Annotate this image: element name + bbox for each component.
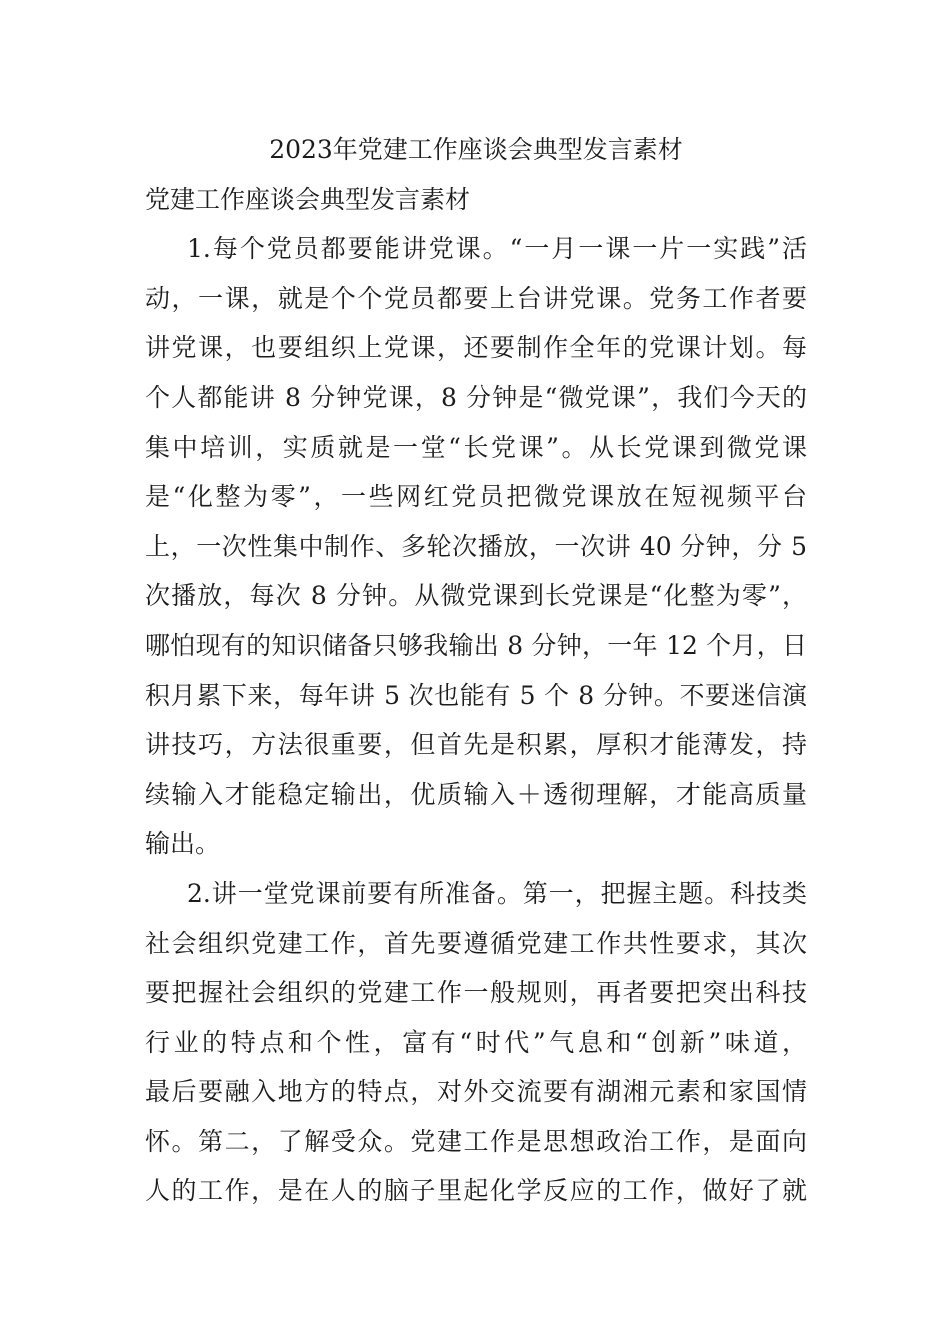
paragraph-line: 哪怕现有的知识储备只够我输出 8 分钟，一年 12 个月，日 bbox=[145, 630, 807, 660]
paragraph-2 bbox=[145, 869, 807, 1216]
paragraph-line: 次播放，每次 8 分钟。从微党课到长党课是“化整为零”， bbox=[145, 581, 807, 611]
paragraph-line: 积月累下来，每年讲 5 次也能有 5 个 8 分钟。不要迷信演 bbox=[145, 680, 807, 710]
paragraph-line: 动，一课，就是个个党员都要上台讲党课。党务工作者要 bbox=[145, 283, 807, 313]
paragraph-line: 输出。 bbox=[145, 829, 221, 859]
paragraph-line: 最后要融入地方的特点，对外交流要有湖湘元素和家国情 bbox=[145, 1077, 807, 1107]
document-subtitle: 党建工作座谈会典型发言素材 bbox=[145, 184, 471, 214]
paragraph-line: 人的工作，是在人的脑子里起化学反应的工作，做好了就 bbox=[145, 1176, 807, 1206]
document-body bbox=[145, 125, 807, 1216]
paragraph-line: 上，一次性集中制作、多轮次播放，一次讲 40 分钟，分 5 bbox=[145, 531, 807, 561]
paragraph-line: 讲党课，也要组织上党课，还要制作全年的党课计划。每 bbox=[145, 333, 807, 363]
paragraph-line: 2.讲一堂党课前要有所准备。第一，把握主题。科技类 bbox=[187, 878, 807, 908]
paragraph-line: 是“化整为零”，一些网红党员把微党课放在短视频平台 bbox=[145, 482, 807, 512]
paragraph-line: 1.每个党员都要能讲党课。“一月一课一片一实践”活 bbox=[187, 234, 807, 264]
paragraph-line: 个人都能讲 8 分钟党课，8 分钟是“微党课”，我们今天的 bbox=[145, 382, 807, 412]
paragraph-line: 行业的特点和个性，富有“时代”气息和“创新”味道， bbox=[145, 1027, 807, 1057]
paragraph-line: 要把握社会组织的党建工作一般规则，再者要把突出科技 bbox=[145, 978, 807, 1008]
paragraph-1 bbox=[145, 224, 807, 869]
document-title: 2023年党建工作座谈会典型发言素材 bbox=[269, 135, 683, 164]
paragraph-line: 集中培训，实质就是一堂“长党课”。从长党课到微党课 bbox=[145, 432, 807, 462]
paragraph-line: 续输入才能稳定输出，优质输入＋透彻理解，才能高质量 bbox=[145, 779, 807, 809]
paragraph-line: 怀。第二，了解受众。党建工作是思想政治工作，是面向 bbox=[145, 1126, 807, 1156]
paragraph-line: 讲技巧，方法很重要，但首先是积累，厚积才能薄发，持 bbox=[145, 730, 807, 760]
paragraph-line: 社会组织党建工作，首先要遵循党建工作共性要求，其次 bbox=[145, 928, 807, 958]
